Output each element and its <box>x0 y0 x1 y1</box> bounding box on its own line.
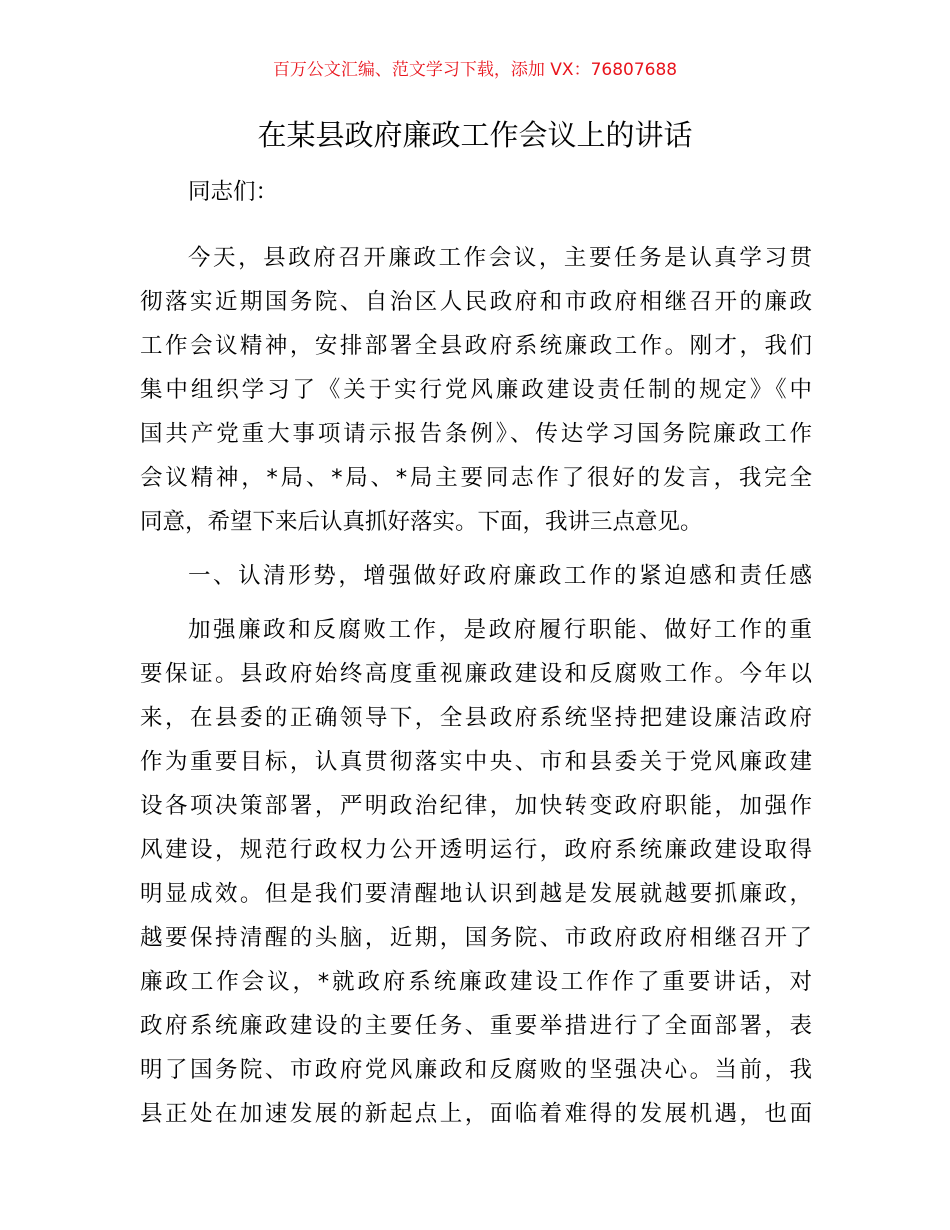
section-heading-1: 一、认清形势，增强做好政府廉政工作的紧迫感和责任感 <box>188 563 812 589</box>
paragraph-line: 集中组织学习了《关于实行党风廉政建设责任制的规定》《中 <box>140 377 812 403</box>
watermark-banner: 百万公文汇编、范文学习下载，添加 VX：76807688 <box>272 60 678 80</box>
paragraph-line: 国共产党重大事项请示报告条例》、传达学习国务院廉政工作 <box>140 421 812 447</box>
paragraph-line: 彻落实近期国务院、自治区人民政府和市政府相继召开的廉政 <box>140 289 812 315</box>
paragraph-line: 来，在县委的正确领导下，全县政府系统坚持把建设廉洁政府 <box>140 705 812 731</box>
paragraph-line: 今天，县政府召开廉政工作会议，主要任务是认真学习贯 <box>188 245 812 271</box>
paragraph-line: 要保证。县政府始终高度重视廉政建设和反腐败工作。今年以 <box>140 661 812 687</box>
paragraph-line: 作为重要目标，认真贯彻落实中央、市和县委关于党风廉政建 <box>140 749 812 775</box>
salutation: 同志们： <box>188 179 279 205</box>
document-title: 在某县政府廉政工作会议上的讲话 <box>257 118 693 152</box>
paragraph-line: 设各项决策部署，严明政治纪律，加快转变政府职能，加强作 <box>140 793 812 819</box>
paragraph-line: 明显成效。但是我们要清醒地认识到越是发展就越要抓廉政， <box>140 881 812 907</box>
paragraph-line: 廉政工作会议，*就政府系统廉政建设工作作了重要讲话，对 <box>140 969 812 995</box>
paragraph-line: 政府系统廉政建设的主要任务、重要举措进行了全面部署，表 <box>140 1013 812 1039</box>
paragraph-line: 越要保持清醒的头脑，近期，国务院、市政府政府相继召开了 <box>140 925 812 951</box>
paragraph-line: 明了国务院、市政府党风廉政和反腐败的坚强决心。当前，我 <box>140 1057 812 1083</box>
paragraph-line: 工作会议精神，安排部署全县政府系统廉政工作。刚才，我们 <box>140 333 812 359</box>
paragraph-line: 会议精神，*局、*局、*局主要同志作了很好的发言，我完全 <box>140 465 812 491</box>
paragraph-line: 加强廉政和反腐败工作，是政府履行职能、做好工作的重 <box>188 617 812 643</box>
paragraph-line: 风建设，规范行政权力公开透明运行，政府系统廉政建设取得 <box>140 837 812 863</box>
paragraph-line: 县正处在加速发展的新起点上，面临着难得的发展机遇，也面 <box>140 1101 812 1127</box>
paragraph-line: 同意，希望下来后认真抓好落实。下面，我讲三点意见。 <box>140 509 703 535</box>
